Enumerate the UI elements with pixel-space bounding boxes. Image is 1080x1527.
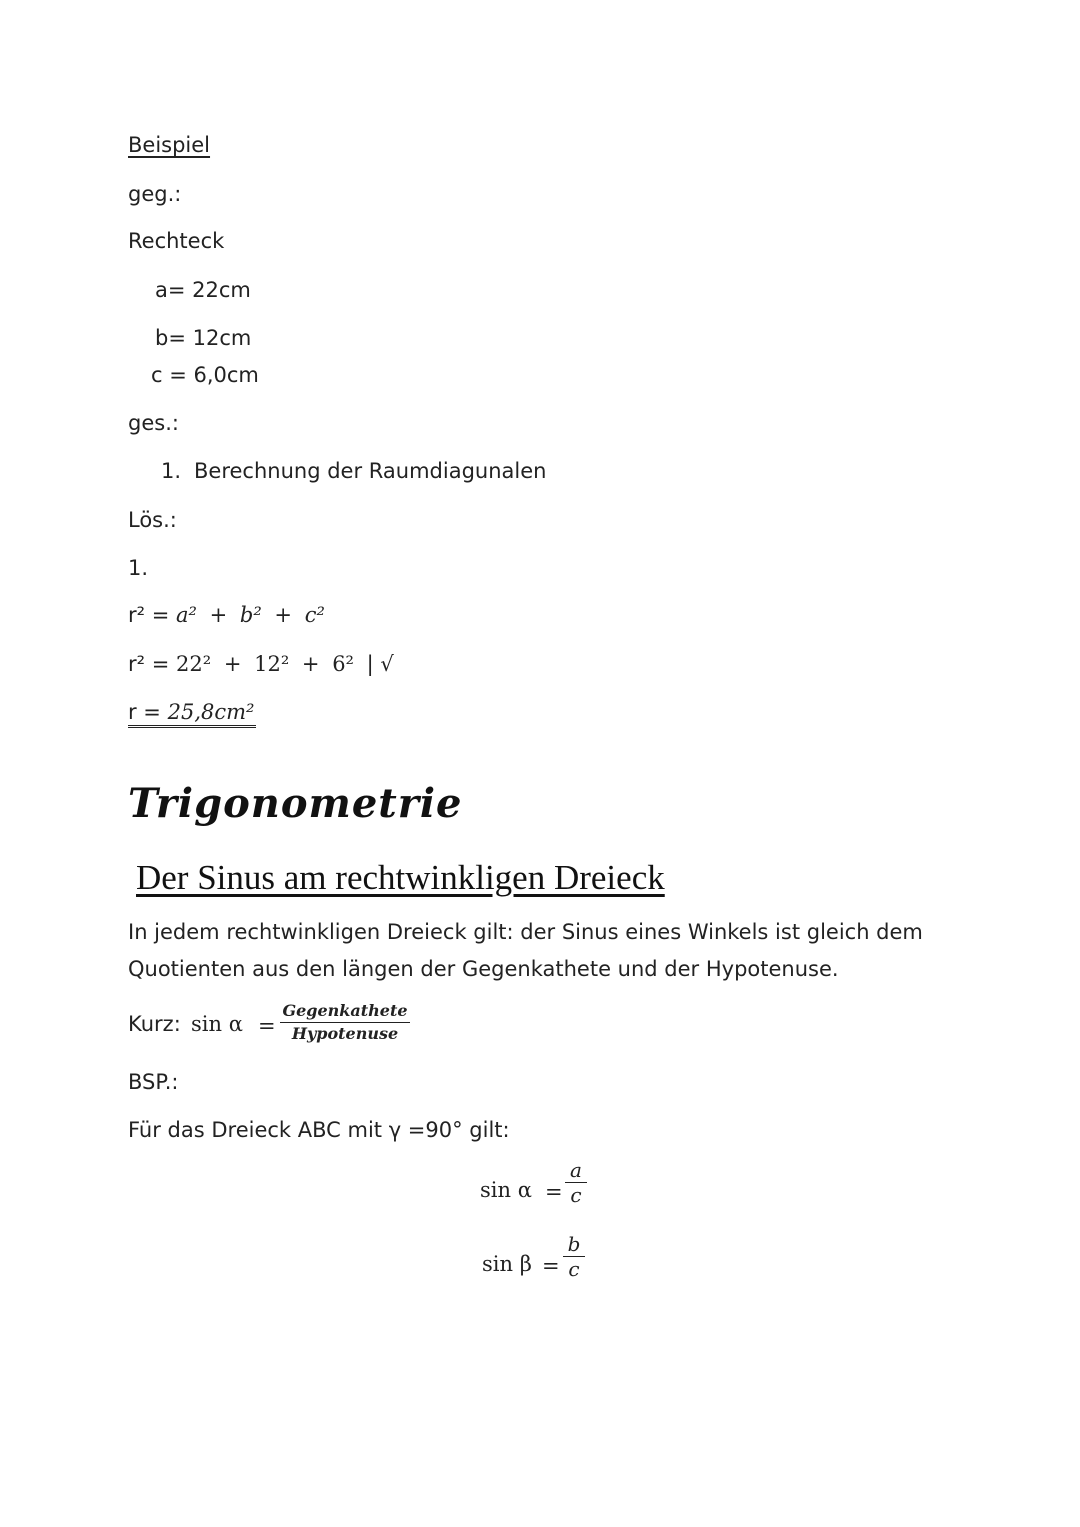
short-denominator: Hypotenuse bbox=[291, 1024, 399, 1043]
short-fraction bbox=[280, 1000, 410, 1045]
formula-1-lhs: sin α bbox=[480, 1178, 532, 1202]
solution-label: Lös.: bbox=[128, 508, 177, 532]
definition-line-2: Quotienten aus den längen der Gegenkathete und der Hypotenuse. bbox=[128, 957, 839, 981]
short-numerator: Gegenkathete bbox=[282, 1001, 408, 1020]
equation-2-math: 22² + 12² + 6² bbox=[176, 652, 354, 676]
formula-2-equals: = bbox=[542, 1254, 560, 1278]
short-label: Kurz: bbox=[128, 1012, 181, 1036]
formula-2-fraction bbox=[563, 1232, 585, 1281]
value-b: b= 12cm bbox=[155, 326, 252, 350]
value-c: c = 6,0cm bbox=[151, 363, 259, 387]
equation-1-prefix: r² = bbox=[128, 603, 170, 627]
example-label: BSP.: bbox=[128, 1070, 179, 1094]
given-label: geg.: bbox=[128, 182, 182, 206]
equation-1 bbox=[128, 602, 325, 628]
value-a: a= 22cm bbox=[155, 278, 251, 302]
formula-1-numerator: a bbox=[570, 1158, 582, 1182]
sought-label: ges.: bbox=[128, 411, 179, 435]
equation-1-math: a² + b² + c² bbox=[176, 603, 325, 627]
formula-2-lhs: sin β bbox=[482, 1252, 532, 1276]
shape-label: Rechteck bbox=[128, 229, 225, 253]
example-heading: Beispiel bbox=[128, 133, 211, 157]
short-equals: = bbox=[258, 1014, 276, 1038]
task-number: 1. bbox=[161, 459, 182, 483]
formula-1-fraction bbox=[565, 1158, 587, 1207]
section-subtitle: Der Sinus am rechtwinkligen Dreieck bbox=[136, 858, 665, 897]
example-text: Für das Dreieck ABC mit γ =90° gilt: bbox=[128, 1118, 510, 1142]
formula-1-equals: = bbox=[545, 1180, 563, 1204]
equation-2 bbox=[128, 651, 394, 677]
result-prefix: r = bbox=[128, 700, 161, 724]
formula-1-denominator: c bbox=[570, 1183, 582, 1207]
formula-2-numerator: b bbox=[567, 1232, 581, 1256]
step-number: 1. bbox=[128, 556, 149, 580]
result-math: 25,8cm² bbox=[167, 700, 255, 724]
short-lhs-text: sin α bbox=[191, 1012, 243, 1036]
definition-line-1: In jedem rechtwinkligen Dreieck gilt: der Sinus eines Winkels ist gleich dem bbox=[128, 920, 923, 944]
formula-2-denominator: c bbox=[568, 1257, 580, 1281]
equation-2-suffix: | √ bbox=[366, 652, 394, 676]
short-lhs bbox=[191, 1011, 243, 1037]
result bbox=[128, 699, 254, 725]
section-title: Trigonometrie bbox=[128, 780, 463, 827]
equation-2-prefix: r² = bbox=[128, 652, 170, 676]
task-text: Berechnung der Raumdiagunalen bbox=[194, 459, 547, 483]
